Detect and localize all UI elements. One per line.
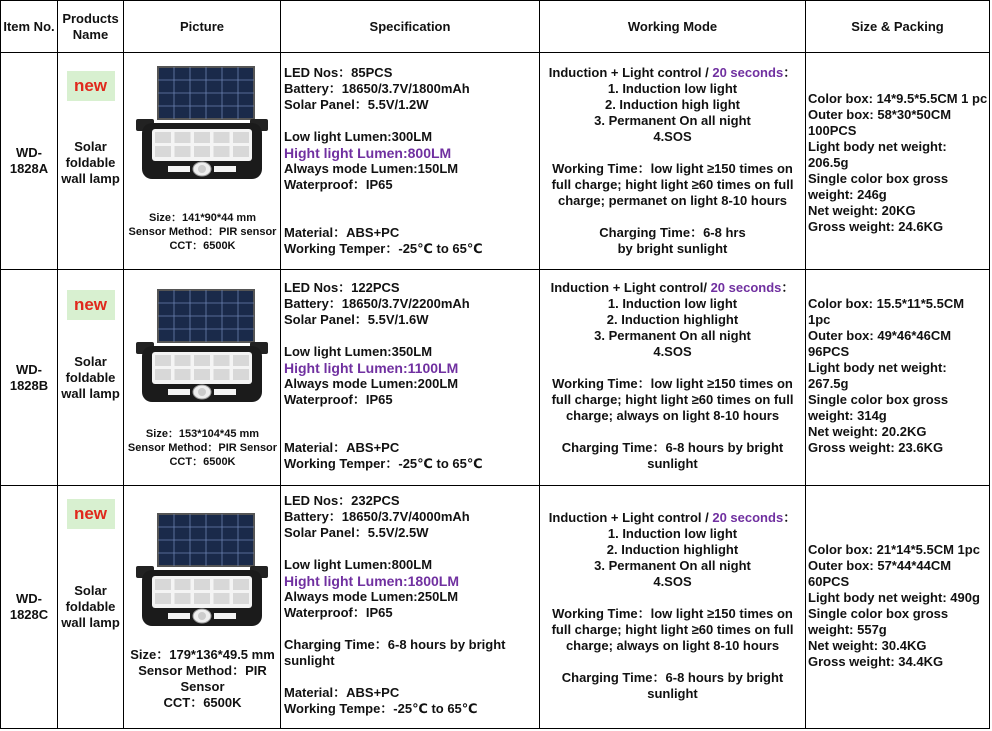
picture-cell (124, 53, 281, 270)
new-badge: new (67, 290, 115, 320)
waterproof: Waterproof：IP65 (284, 177, 393, 192)
specification-cell (281, 53, 540, 270)
header-working-mode: Working Mode (540, 0, 806, 53)
pack-line: Net weight: 30.4KG (808, 638, 927, 653)
item-no: WD- 1828C (0, 486, 58, 729)
working-time: Working Time：low light ≥150 times on full charge; hight light ≥60 times on full charge; always on light 8-10 hours (551, 606, 794, 653)
product-name-cell (58, 270, 124, 486)
charging-time-spec: Charging Time：6-8 hours by bright sunlight (284, 637, 506, 668)
pack-line: Outer box: 57*44*44CM 60PCS (808, 558, 952, 589)
high-light-lumen: Hight light Lumen:1800LM (284, 573, 459, 589)
pic-sensor: Sensor Method：PIR Sensor (138, 663, 267, 694)
item-no: WD- 1828A (0, 53, 58, 270)
material: Material：ABS+PC (284, 440, 400, 455)
mode-seconds: 20 seconds (712, 510, 784, 525)
pic-size: Size：153*104*45 mm (145, 428, 260, 440)
mode-seconds: 20 seconds (710, 280, 782, 295)
led-nos: LED Nos：122PCS (284, 280, 400, 295)
waterproof: Waterproof：IP65 (284, 392, 393, 407)
mode-4: 4.SOS (653, 344, 692, 359)
mode-1: 1. Induction low light (607, 296, 738, 311)
product-name: Solar foldable wall lamp (61, 139, 120, 186)
high-light-lumen: Hight light Lumen:1100LM (284, 360, 459, 376)
pic-sensor: Sensor Method：PIR sensor (128, 226, 277, 238)
pack-line: Net weight: 20.2KG (808, 424, 927, 439)
working-mode-cell (540, 270, 806, 486)
charging-time: Charging Time：6-8 hours by bright sunlight (561, 670, 784, 701)
new-badge: new (67, 499, 115, 529)
header-picture: Picture (124, 0, 281, 53)
charging-time: Charging Time：6-8 hours by bright sunlight (561, 440, 784, 471)
material: Material：ABS+PC (284, 225, 400, 240)
working-time: Working Time：low light ≥150 times on full charge; hight light ≥60 times on full charge; permanet on light 8-10 hours (551, 161, 794, 208)
pack-line: Light body net weight: 267.5g (808, 360, 947, 391)
specification-cell (281, 486, 540, 729)
pic-size: Size：141*90*44 mm (148, 212, 256, 224)
size-packing-cell (806, 270, 990, 486)
battery: Battery：18650/3.7V/2200mAh (284, 296, 470, 311)
header-product-name: Products Name (58, 0, 124, 53)
always-mode-lumen: Always mode Lumen:200LM (284, 376, 459, 391)
solar-wall-lamp-icon (132, 286, 272, 404)
solar-panel: Solar Panel：5.5V/1.2W (284, 97, 429, 112)
pack-line: Color box: 21*14*5.5CM 1pc (808, 542, 980, 557)
led-nos: LED Nos：85PCS (284, 65, 393, 80)
pack-line: Single color box gross weight: 314g (808, 392, 949, 423)
mode-3: 3. Permanent On all night (594, 113, 751, 128)
pack-line: Single color box gross weight: 557g (808, 606, 949, 637)
table-header (0, 0, 990, 53)
pic-size: Size：179*136*49.5 mm (130, 647, 275, 662)
mode-2: 2. Induction highlight (606, 312, 739, 327)
low-light-lumen: Low light Lumen:800LM (284, 557, 433, 572)
header-size-packing: Size & Packing (806, 0, 990, 53)
charging-time: Charging Time：6-8 hrs by bright sunlight (599, 225, 746, 256)
picture-info (124, 211, 281, 253)
mode-2: 2. Induction highlight (606, 542, 739, 557)
mode-3: 3. Permanent On all night (594, 328, 751, 343)
solar-wall-lamp-icon (132, 504, 272, 634)
product-name-cell (58, 486, 124, 729)
solar-wall-lamp-icon (132, 63, 272, 181)
picture-cell (124, 486, 281, 729)
size-packing-cell (806, 53, 990, 270)
solar-panel: Solar Panel：5.5V/1.6W (284, 312, 429, 327)
pack-line: Gross weight: 24.6KG (808, 219, 944, 234)
table-row (0, 53, 990, 270)
solar-panel: Solar Panel：5.5V/2.5W (284, 525, 429, 540)
battery: Battery：18650/3.7V/4000mAh (284, 509, 470, 524)
always-mode-lumen: Always mode Lumen:150LM (284, 161, 459, 176)
mode-title: Induction + Light control / 20 seconds： (548, 65, 797, 80)
product-name: Solar foldable wall lamp (61, 583, 120, 630)
working-mode-cell (540, 486, 806, 729)
header-specification: Specification (281, 0, 540, 53)
mode-1: 1. Induction low light (607, 81, 738, 96)
size-packing-cell (806, 486, 990, 729)
pack-line: Single color box gross weight: 246g (808, 171, 949, 202)
table-row (0, 270, 990, 486)
pic-cct: CCT：6500K (169, 456, 236, 468)
item-no: WD- 1828B (0, 270, 58, 486)
low-light-lumen: Low light Lumen:350LM (284, 344, 433, 359)
mode-title: Induction + Light control / 20 seconds： (548, 510, 797, 525)
pack-line: Net weight: 20KG (808, 203, 916, 218)
working-time: Working Time：low light ≥150 times on full charge; hight light ≥60 times on full charge; always on light 8-10 hours (551, 376, 794, 423)
pack-line: Outer box: 49*46*46CM 96PCS (808, 328, 952, 359)
mode-4: 4.SOS (653, 574, 692, 589)
header-item-no: Item No. (0, 0, 58, 53)
product-name: Solar foldable wall lamp (61, 354, 120, 401)
led-nos: LED Nos：232PCS (284, 493, 400, 508)
pack-line: Light body net weight: 206.5g (808, 139, 947, 170)
picture-info (124, 427, 281, 469)
waterproof: Waterproof：IP65 (284, 605, 393, 620)
working-temper: Working Tempe：-25℃ to 65℃ (284, 701, 478, 716)
pack-line: Color box: 14*9.5*5.5CM 1 pc (808, 91, 988, 106)
new-badge: new (67, 71, 115, 101)
pic-sensor: Sensor Method：PIR Sensor (127, 442, 278, 454)
pic-cct: CCT：6500K (163, 695, 242, 710)
picture-cell (124, 270, 281, 486)
always-mode-lumen: Always mode Lumen:250LM (284, 589, 459, 604)
material: Material：ABS+PC (284, 685, 400, 700)
pack-line: Color box: 15.5*11*5.5CM 1pc (808, 296, 965, 327)
high-light-lumen: Hight light Lumen:800LM (284, 145, 452, 161)
product-name-cell (58, 53, 124, 270)
mode-1: 1. Induction low light (607, 526, 738, 541)
picture-info (124, 647, 281, 711)
battery: Battery：18650/3.7V/1800mAh (284, 81, 470, 96)
working-temper: Working Temper：-25℃ to 65℃ (284, 456, 483, 471)
mode-2: 2. Induction high light (604, 97, 741, 112)
pack-line: Light body net weight: 490g (808, 590, 980, 605)
table-row (0, 486, 990, 729)
low-light-lumen: Low light Lumen:300LM (284, 129, 433, 144)
pack-line: Gross weight: 23.6KG (808, 440, 944, 455)
working-mode-cell (540, 53, 806, 270)
specification-cell (281, 270, 540, 486)
pack-line: Gross weight: 34.4KG (808, 654, 944, 669)
mode-3: 3. Permanent On all night (594, 558, 751, 573)
pack-line: Outer box: 58*30*50CM 100PCS (808, 107, 952, 138)
mode-seconds: 20 seconds (712, 65, 784, 80)
mode-title: Induction + Light control/ 20 seconds： (550, 280, 795, 295)
working-temper: Working Temper：-25℃ to 65℃ (284, 241, 483, 256)
mode-4: 4.SOS (653, 129, 692, 144)
pic-cct: CCT：6500K (169, 240, 236, 252)
